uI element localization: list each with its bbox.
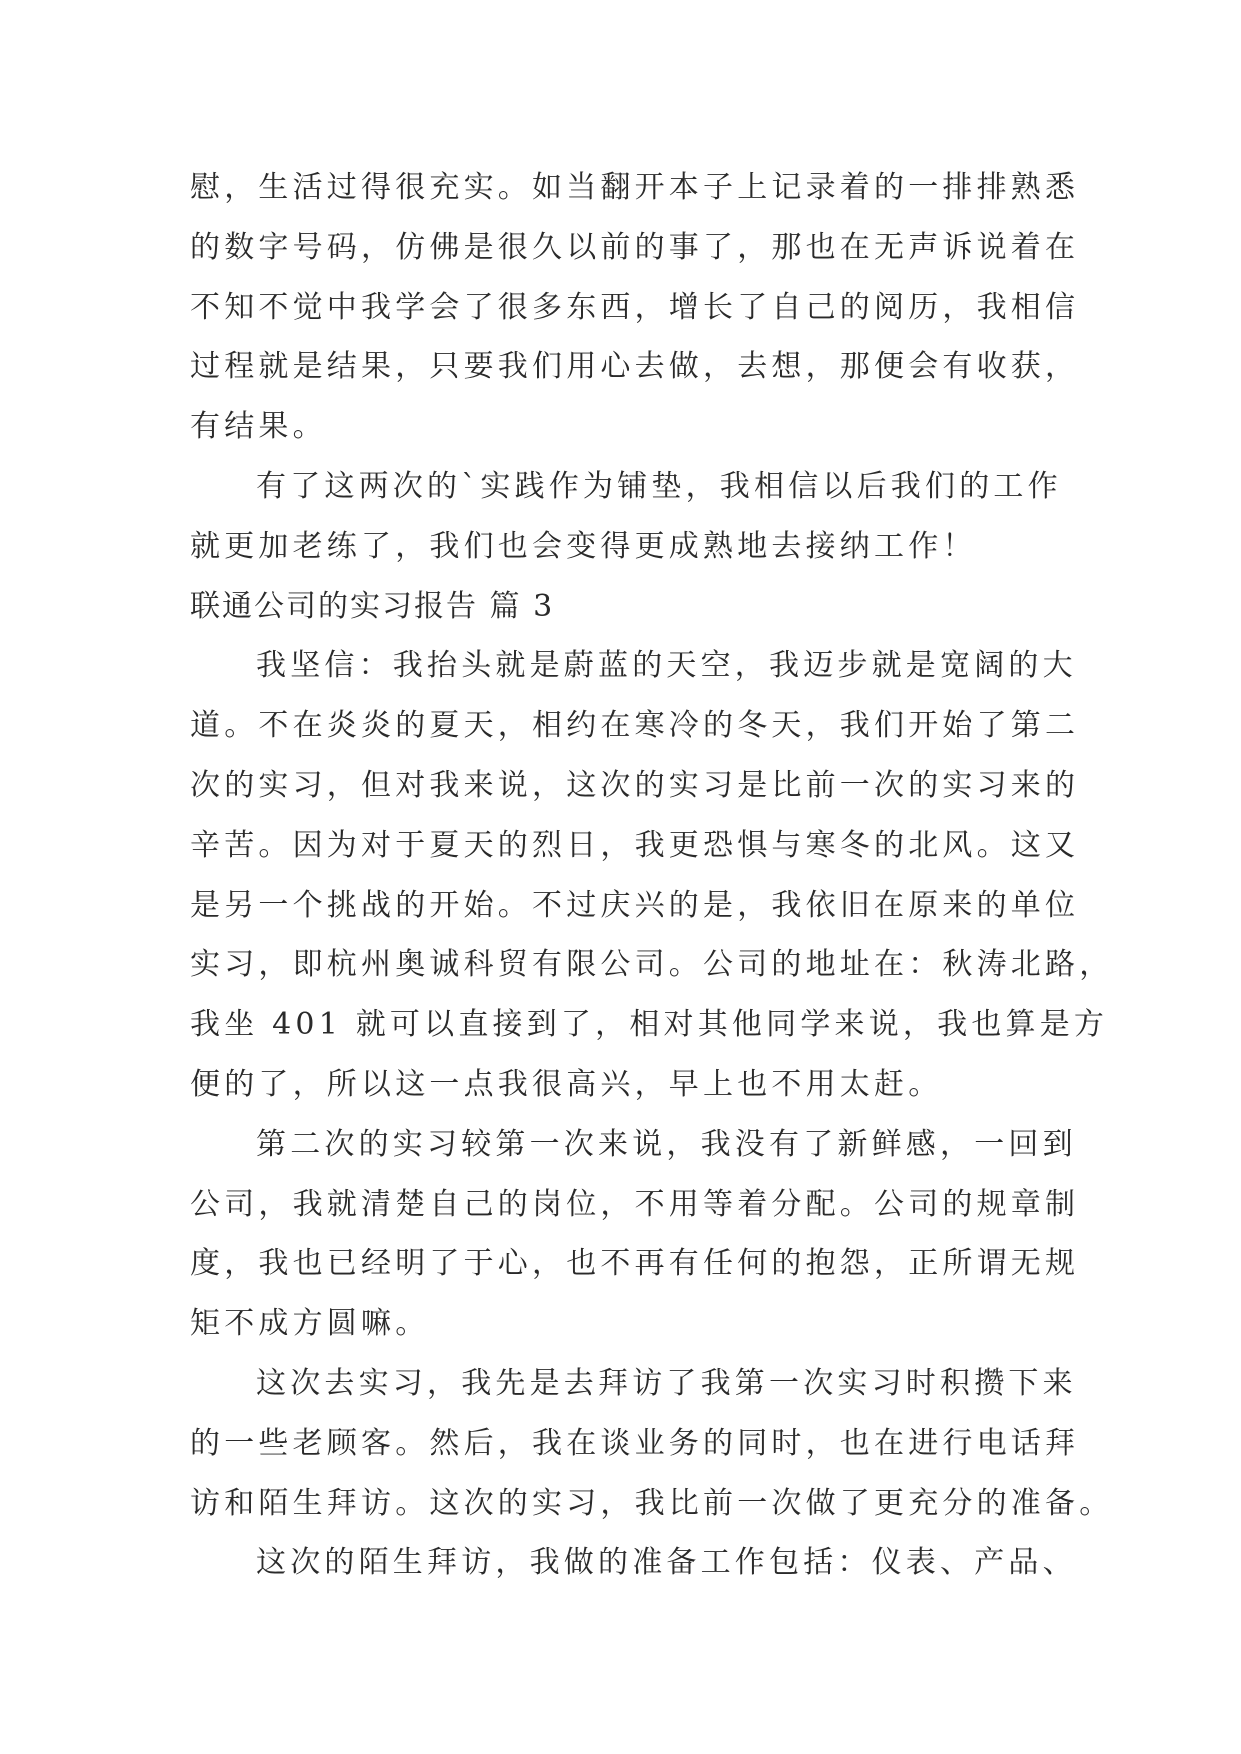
text-line: 这次去实习，我先是去拜访了我第一次实习时积攒下来: [256, 1365, 1077, 1401]
text-line: 矩不成方圆嘛。: [190, 1306, 430, 1342]
text-line: 度，我也已经明了于心，也不再有任何的抱怨，正所谓无规: [190, 1246, 1080, 1282]
section-heading: 联通公司的实习报告 篇 3: [190, 588, 555, 624]
text-line: 就更加老练了，我们也会变得更成熟地去接纳工作！: [190, 528, 977, 564]
paragraph: [190, 158, 1080, 457]
text-line: 公司，我就清楚自己的岗位，不用等着分配。公司的规章制: [190, 1186, 1080, 1222]
text-line: 的数字号码，仿佛是很久以前的事了，那也在无声诉说着在: [190, 229, 1080, 265]
text-line: 这次的陌生拜访，我做的准备工作包括：仪表、产品、: [256, 1545, 1077, 1581]
document-body: [190, 158, 1114, 1593]
text-line: 我坐 401 就可以直接到了，相对其他同学来说，我也算是方: [190, 1007, 1109, 1043]
text-line: 有了这两次的`实践作为铺垫，我相信以后我们的工作: [256, 468, 1062, 504]
text-line: 过程就是结果，只要我们用心去做，去想，那便会有收获，: [190, 349, 1080, 385]
text-line: 是另一个挑战的开始。不过庆兴的是，我依旧在原来的单位: [190, 887, 1080, 923]
text-line: 实习，即杭州奥诚科贸有限公司。公司的地址在：秋涛北路，: [190, 947, 1114, 983]
paragraph: [190, 1354, 1114, 1533]
paragraph: [190, 1533, 1077, 1593]
text-line: 不知不觉中我学会了很多东西，增长了自己的阅历，我相信: [190, 289, 1080, 325]
paragraph: [190, 457, 1070, 577]
text-line: 我坚信：我抬头就是蔚蓝的天空，我迈步就是宽阔的大: [256, 648, 1077, 684]
text-line: 的一些老顾客。然后，我在谈业务的同时，也在进行电话拜: [190, 1425, 1080, 1461]
text-line: 道。不在炎炎的夏天，相约在寒冷的冬天，我们开始了第二: [190, 708, 1080, 744]
text-line: 便的了，所以这一点我很高兴，早上也不用太赶。: [190, 1066, 943, 1102]
text-line: 辛苦。因为对于夏天的烈日，我更恐惧与寒冬的北风。这又: [190, 827, 1080, 863]
text-line: 次的实习，但对我来说，这次的实习是比前一次的实习来的: [190, 767, 1080, 803]
paragraph: [190, 1115, 1080, 1354]
text-line: 访和陌生拜访。这次的实习，我比前一次做了更充分的准备。: [190, 1485, 1114, 1521]
text-line: 第二次的实习较第一次来说，我没有了新鲜感，一回到: [256, 1126, 1077, 1162]
text-line: 有结果。: [190, 409, 327, 445]
text-line: 慰，生活过得很充实。如当翻开本子上记录着的一排排熟悉: [190, 170, 1080, 205]
paragraph: [190, 636, 1114, 1114]
